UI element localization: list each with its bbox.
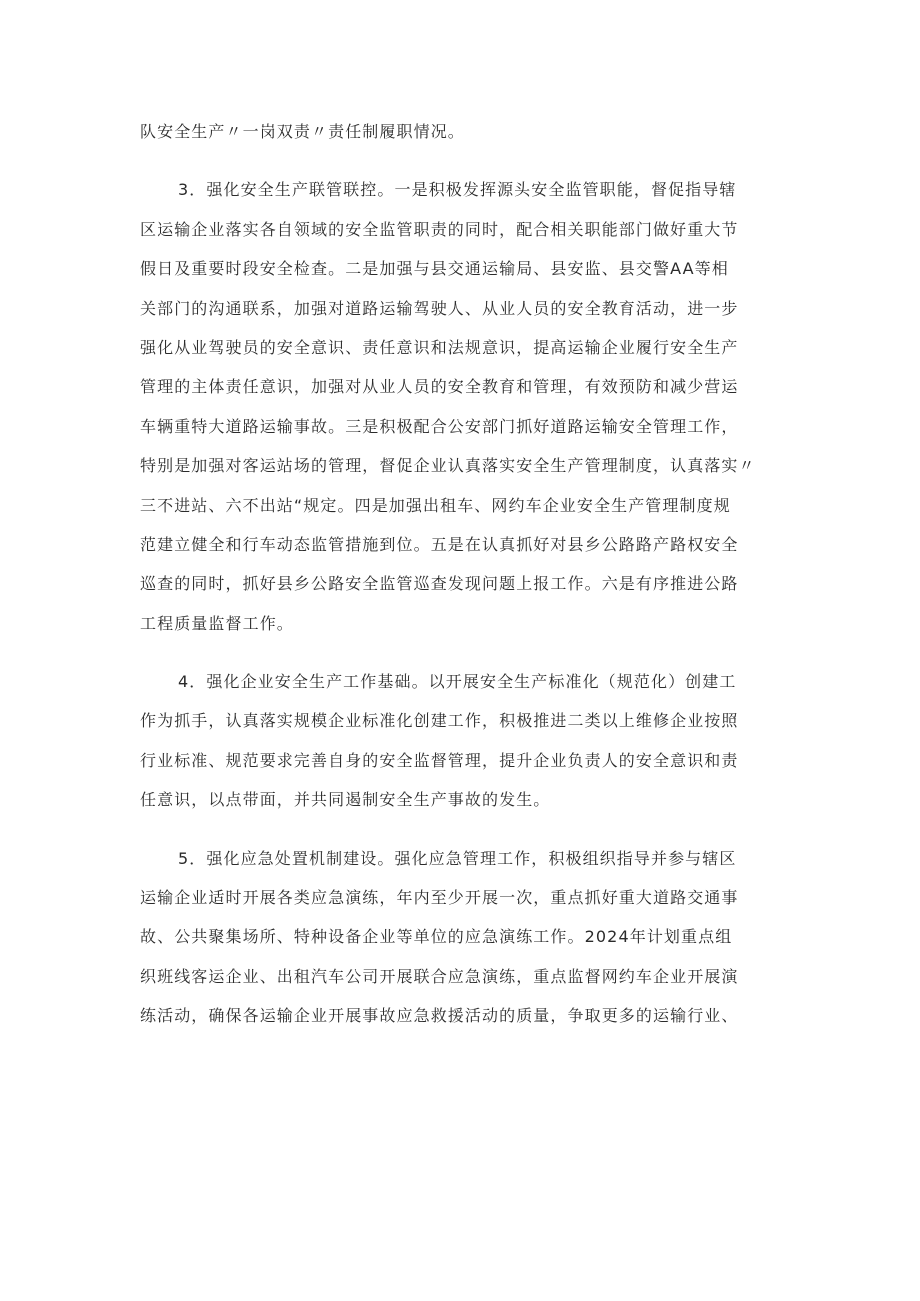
text-line: 5．强化应急处置机制建设。强化应急管理工作，积极组织指导并参与辖区 [178, 848, 737, 868]
text-line: 强化从业驾驶员的安全意识、责任意识和法规意识，提高运输企业履行安全生产 [140, 337, 739, 357]
paragraph-0 [140, 112, 790, 151]
text-line: 工程质量监督工作。 [140, 613, 294, 633]
text-line: 3．强化安全生产联管联控。一是积极发挥源头安全监管职能，督促指导辖 [178, 180, 737, 200]
text-line: 练活动，确保各运输企业开展事故应急救援活动的质量，争取更多的运输行业、 [140, 1006, 739, 1026]
document-body [140, 112, 790, 1036]
text-line: 运输企业适时开展各类应急演练，年内至少开展一次，重点抓好重大道路交通事 [140, 888, 739, 908]
text-line: 4．强化企业安全生产工作基础。以开展安全生产标准化（规范化）创建工 [178, 672, 737, 692]
paragraph-3 [140, 170, 790, 643]
text-line: 假日及重要时段安全检查。二是加强与县交通运输局、县安监、县交警AA等相 [140, 259, 729, 279]
text-line: 巡查的同时，抓好县乡公路安全监管巡查发现问题上报工作。六是有序推进公路 [140, 574, 739, 594]
text-line: 关部门的沟通联系，加强对道路运输驾驶人、从业人员的安全教育活动，进一步 [140, 298, 739, 318]
text-line: 范建立健全和行车动态监管措施到位。五是在认真抓好对县乡公路路产路权安全 [140, 534, 739, 554]
text-line: 区运输企业落实各自领域的安全监管职责的同时，配合相关职能部门做好重大节 [140, 219, 739, 239]
text-line: 作为抓手，认真落实规模企业标准化创建工作，积极推进二类以上维修企业按照 [140, 711, 739, 731]
text-line: 任意识，以点带面，并共同遏制安全生产事故的发生。 [140, 790, 551, 810]
text-line: 三不进站、六不出站“规定。四是加强出租车、网约车企业安全生产管理制度规 [140, 495, 731, 515]
text-line: 故、公共聚集场所、特种设备企业等单位的应急演练工作。2024年计划重点组 [140, 927, 733, 947]
text-line: 织班线客运企业、出租汽车公司开展联合应急演练，重点监督网约车企业开展演 [140, 966, 739, 986]
text-line: 管理的主体责任意识，加强对从业人员的安全教育和管理，有效预防和减少营运 [140, 377, 739, 397]
text-line: 特别是加强对客运站场的管理，督促企业认真落实安全生产管理制度，认真落实〃 [140, 456, 756, 476]
text-line: 行业标准、规范要求完善自身的安全监督管理，提升企业负责人的安全意识和责 [140, 750, 739, 770]
paragraph-4 [140, 662, 790, 820]
text-line: 队安全生产〃一岗双责〃责任制履职情况。 [140, 122, 465, 141]
text-line: 车辆重特大道路运输事故。三是积极配合公安部门抓好道路运输安全管理工作， [140, 416, 739, 436]
paragraph-5 [140, 839, 790, 1036]
